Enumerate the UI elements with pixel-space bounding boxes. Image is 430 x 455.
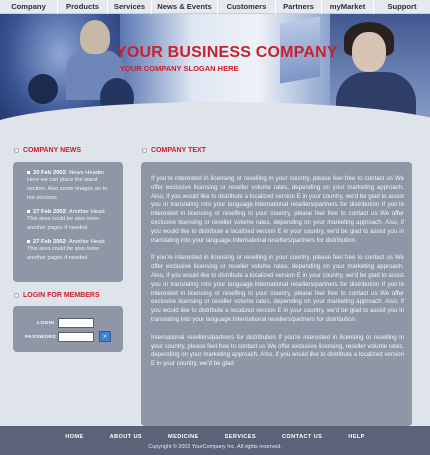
login-box xyxy=(13,306,123,352)
login-label: LOGIN xyxy=(37,321,55,326)
presenter-head xyxy=(80,20,110,54)
square-bullet-icon xyxy=(27,171,30,174)
footer-link-home[interactable]: HOME xyxy=(65,434,84,440)
main-content xyxy=(0,129,430,426)
login-heading xyxy=(14,292,100,299)
nav-services[interactable]: Services xyxy=(108,0,152,14)
copyright-text: Copyright © 2002 YourCompany Inc. All rights reserved. xyxy=(148,444,282,450)
company-text-paragraph: If you're interested in licensing or reselling in your country, please feel free to contact us We offer exclusive licensing or reseller volume rates, depending on your marketing approach. Also, if you would like to distribute a localized version E in your country, we'd be glad to assist you in translating into your language.International resellers/partners for distribution If you're interested in licensing or reselling in your country, please feel free to contact us We offer exclusive licensing or reseller volume rates, depending on your marketing approach. Also, if you would like to distribute a localized version E in your country, we'd be glad to assist you in translating into your language.International resellers/partners for distribution. xyxy=(151,175,404,244)
bullet-icon xyxy=(14,148,19,153)
top-navigation xyxy=(0,0,430,14)
news-header-link[interactable]: : Another Head xyxy=(65,239,105,245)
password-label: PASSWORD xyxy=(25,335,57,340)
news-date: 27 Feb 2002 xyxy=(33,209,66,215)
nav-company[interactable]: Company xyxy=(0,0,58,14)
bullet-icon xyxy=(14,293,19,298)
nav-customers[interactable]: Customers xyxy=(218,0,276,14)
footer-link-services[interactable]: SERVICES xyxy=(224,434,256,440)
news-date: 27 Feb 2002 xyxy=(33,239,66,245)
company-title: YOUR BUSINESS COMPANY xyxy=(116,44,338,61)
square-bullet-icon xyxy=(27,210,30,213)
company-text-title: COMPANY TEXT xyxy=(151,147,206,154)
news-header-link[interactable]: : Another Head xyxy=(65,209,105,215)
nav-products[interactable]: Products xyxy=(58,0,108,14)
footer xyxy=(0,426,430,455)
company-news-box xyxy=(13,162,123,282)
nav-news-events[interactable]: News & Events xyxy=(152,0,218,14)
bullet-icon xyxy=(142,148,147,153)
footer-link-contact-us[interactable]: CONTACT US xyxy=(281,434,323,440)
woman-face xyxy=(352,32,386,72)
news-header-link[interactable]: : News Header xyxy=(65,170,105,176)
company-text-box xyxy=(141,162,412,426)
login-go-button[interactable]: » xyxy=(99,331,111,342)
login-title: LOGIN FOR MEMBERS xyxy=(23,292,100,299)
square-bullet-icon xyxy=(27,240,30,243)
header-banner xyxy=(0,14,430,129)
password-input[interactable] xyxy=(58,332,94,342)
login-input[interactable] xyxy=(58,318,94,328)
news-date: 20 Feb 2002 xyxy=(33,170,66,176)
audience-head xyxy=(28,74,58,104)
news-text: This area could be also remo another pages if needed. xyxy=(27,246,100,261)
news-item xyxy=(27,209,115,233)
company-text-paragraph: If you're interested in licensing or reselling in your country, please feel free to contact us We offer exclusive licensing or reseller volume rates, depending on your marketing approach. Also, if you would like to distribute a localized version E in your country, we'd be glad to assist you in translating into your language.International resellers/partners for distribution If you're interested in licensing or reselling in your country, please feel free to contact us We offer exclusive licensing or reseller volume rates, depending on your marketing approach. Also, if you would like to distribute a localized version E in your country, we'd be glad to assist you in translating into your language.International resellers/partners for distribution. xyxy=(151,254,404,323)
company-news-heading xyxy=(14,147,81,154)
company-text-heading xyxy=(142,147,206,154)
nav-partners[interactable]: Partners xyxy=(276,0,322,14)
footer-links xyxy=(0,434,430,440)
footer-link-help[interactable]: HELP xyxy=(348,434,365,440)
news-item xyxy=(27,239,115,263)
news-item xyxy=(27,170,115,203)
company-text-paragraph: International resellers/partners for distribution If you're interested in licensing or reselling in your country, please feel free to contact us We offer exclusive licensing, reseller volume rates, depending on your marketing approach. Also, if you would like to distribute a localized version E in your country, we'd be glad xyxy=(151,333,404,368)
nav-support[interactable]: Support xyxy=(387,2,417,11)
nav-mymarket[interactable]: myMarket xyxy=(322,0,374,14)
footer-link-about-us[interactable]: ABOUT US xyxy=(109,434,143,440)
footer-link-medicine[interactable]: MEDICINE xyxy=(168,434,199,440)
news-text: Here we can place the latest section. Also some images an to hot sections. xyxy=(27,177,108,201)
company-slogan: YOUR COMPANY SLOGAN HERE xyxy=(120,64,239,73)
company-news-title: COMPANY NEWS xyxy=(23,147,82,154)
news-text: This area could be also remo another pages if needed. xyxy=(27,216,100,231)
